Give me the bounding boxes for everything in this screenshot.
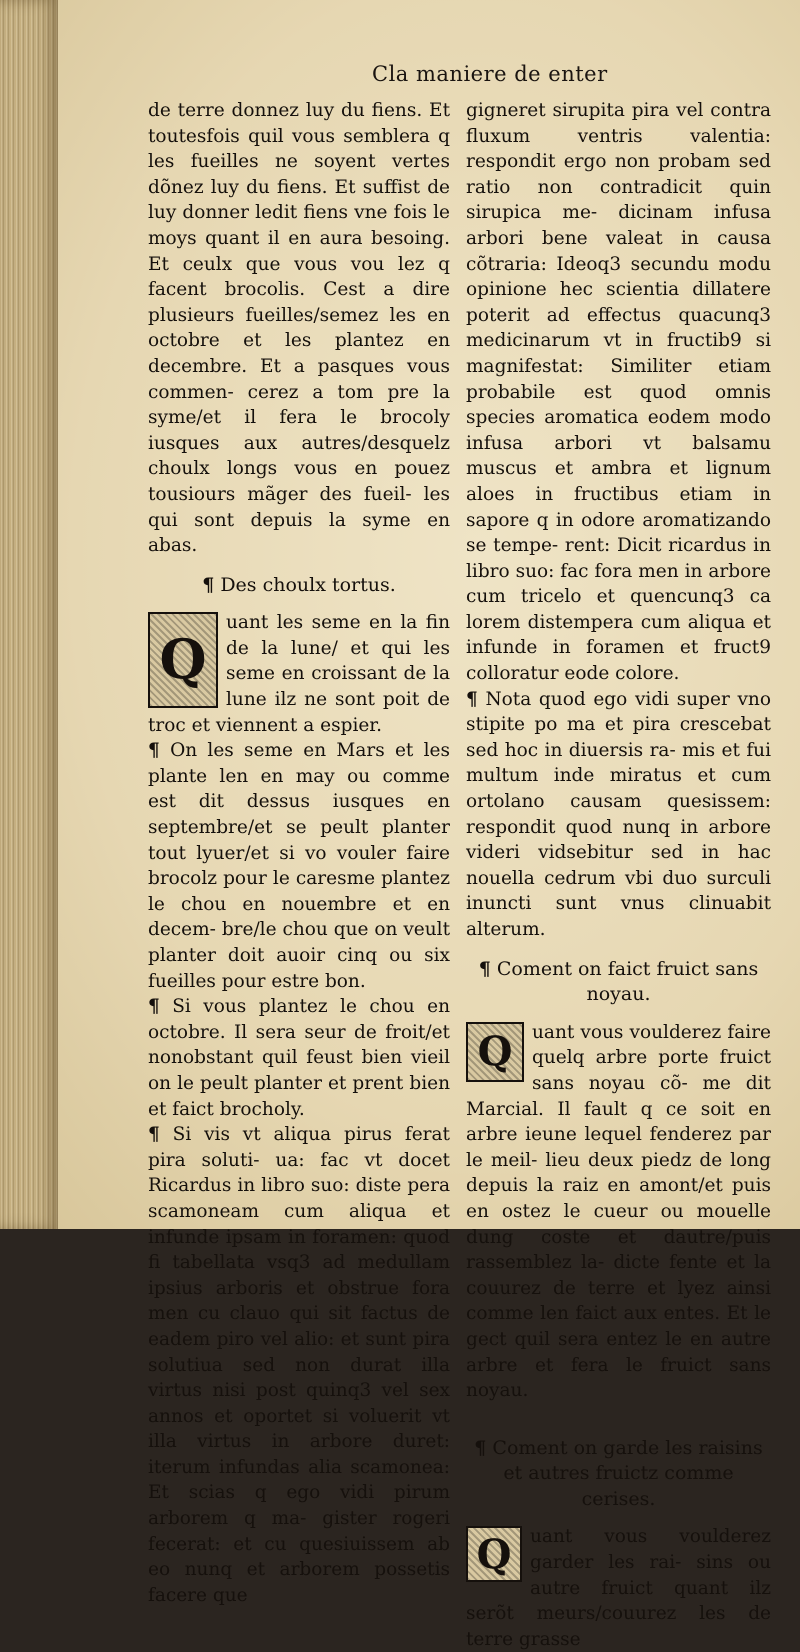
decorated-initial-icon: Q [466,1526,522,1582]
paragraph [466,1020,771,1404]
paragraph-text: Si vis vt aliqua pirus ferat pira soluti- ua: fac vt docet Ricardus in libro suo: diste pera scamoneam cum aliqua et infunde ipsam in foramen: quod fi tabellata vsq3 ad medullam ipsius arboris et obstrue fora men cu clauo qui sit factus de eadem piro vel alio: et sunt pira solutiua sed non durat illa virtus nisi post quinq3 vel sex annos et oportet si voluerit vt illa virtus in arbore duret: iterum infundas alia scamonea: Et scias q ego vidi pirum arborem q ma- gister rogeri fecerat: et cu quesiuissem ab eo nunq et arborem possetis facere que [148,1124,450,1606]
heading-text: Coment on garde les raisins et autres fruictz comme cerises. [492,1436,763,1510]
decorated-initial-icon: Q [148,612,218,708]
running-header: Cla maniere de enter [372,62,608,86]
decorated-initial-icon: Q [466,1022,524,1082]
pilcrow-icon: ¶ [202,573,215,596]
pilcrow-icon: ¶ [466,688,478,710]
heading-text: Coment on faict fruict sans noyau. [496,957,759,1006]
book-gutter [0,0,58,1229]
paragraph-text: uant vous voulderez garder les rai- sins ou autre fruict quant ilz serõt meurs/couurez les de terre grasse [466,1526,771,1650]
paragraph [148,738,450,994]
section-heading [466,957,771,1008]
pilcrow-icon: ¶ [478,957,491,980]
paragraph [148,1122,450,1608]
right-column [466,98,771,1652]
paragraph [148,610,450,738]
pilcrow-icon: ¶ [474,1436,487,1459]
paragraph-text: Nota quod ego vidi super vno stipite po ma et pira crescebat sed hoc in diuersis ra- mis et fui multum inde miratus et cum ortolano causam quesissem: respondit quod nunq in arbore videri vidsebitur sed in hac nouella cedrum vbi duo surculi inuncti sunt vnus clinuabit alterum. [466,688,771,940]
section-heading [148,573,450,599]
paragraph: de terre donnez luy du fiens. Et toutesfois quil vous semblera q les fueilles ne soyent vertes dõnez luy du fiens. Et suffist de luy donner ledit fiens vne fois le moys quant il en aura besoing. Et ceulx que vous vou lez q facent brocolis. Cest a dire plusieurs fueilles/semez les en octobre et les plantez en decembre. Et a pasques vous commen- cerez a tom pre la syme/et il fera le brocoly iusques aux autres/desquelz choulx longs vous en pouez tousiours mãger des fueil- les qui sont depuis la syme en abas. [148,100,450,557]
paragraph-text: uant vous voulderez faire quelq arbre porte fruict sans noyau cõ- me dit Marcial. Il fault q ce soit en arbre ieune lequel fenderez par le meil- lieu deux piedz de long depuis la raiz en amont/et puis en ostez le cueur ou mouelle dung coste et dautre/puis rassemblez la- dicte fente et la couurez de terre et lyez ainsi comme len faict aux entes. Et le gect quil sera entez le en autre arbre et fera le fruict sans noyau. [466,1021,771,1402]
paragraph-text: Si vous plantez le chou en octobre. Il sera seur de froit/et nonobstant quil feust bien vieil on le peult planter et prent bien et faict brocholy. [148,996,450,1120]
section-heading [466,1436,771,1513]
heading-text: Des choulx tortus. [220,573,396,596]
pilcrow-icon: ¶ [148,1124,160,1146]
paragraph [466,1524,771,1652]
paragraph-text: uant les seme en la fin de la lune/ et qui les seme en croissant de la lune ilz ne sont poit de troc et viennent a espier. [148,612,450,736]
pilcrow-icon: ¶ [148,996,160,1018]
paragraph-text: On les seme en Mars et les plante len en may ou comme est dit dessus iusques en septembre/et se peult planter tout lyuer/et si vo vouler faire brocolz pour le caresme plantez le chou en nouembre et en decem- bre/le chou que on veult planter doit auoir cinq ou six fueilles pour estre bon. [148,740,450,992]
paragraph: gigneret sirupita pira vel contra fluxum ventris valentia: respondit ergo non probam sed ratio non contradicit quin sirupica me- dicinam infusa arbori bene valeat in causa cõtraria: Ideoq3 secundu modu opinione hec scientia dillatere poterit ad effectus quacunq3 medicinarum vt in fructib9 si magnifestat: Similiter etiam probabile est quod omnis species aromatica eodem modo infusa arbori vt balsamu muscus et ambra et lignum aloes in fructibus etiam in sapore q in odore aromatizando se tempe- rent: Dicit ricardus in libro suo: fac fora men in arbore cum tricelo et quencunq3 ca lorem distempera cum aliqua et infunde in foramen et fruct9 colloratur eode colore. [466,100,771,685]
paragraph [466,687,771,943]
paragraph [148,994,450,1122]
left-column [148,98,450,1608]
pilcrow-icon: ¶ [148,740,160,762]
